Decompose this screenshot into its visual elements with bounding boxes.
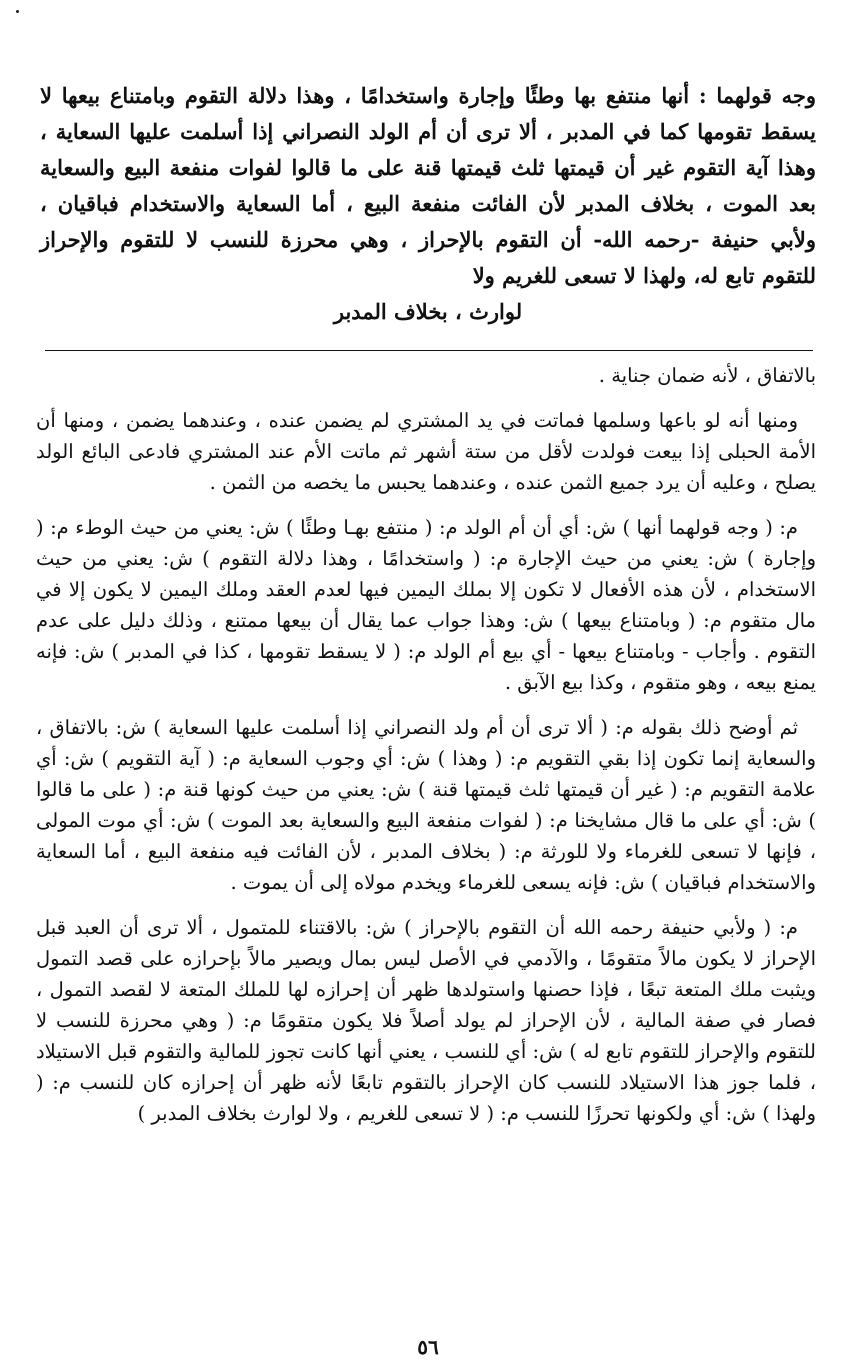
commentary-paragraph-2: ومنها أنه لو باعها وسلمها فماتت في يد المشتري لم يضمن عنده ، وعندهما يضمن ، ومنها أن الأمة الحبلى إذا بيعت فولدت لأقل من ستة أشهر ثم ماتت الأم عند المشتري فادعى البائع الولد يصلح ، وعليه أن يرد جميع الثمن عنده ، وعندهما يحبس ما يخصه من الثمن . [36,409,816,494]
commentary-paragraph-1: بالاتفاق ، لأنه ضمان جناية . [598,364,816,387]
commentary-paragraph-5: م: ( ولأبي حنيفة رحمه الله أن التقوم بالإحراز ) ش: بالاقتناء للمتمول ، ألا ترى أن العبد قبل الإحراز لا يكون مالاً متقومًا ، والآدمي في الأصل ليس بمال ويصير مالاً بإحرازه على قصد التمول ويثبت ملك المتعة تبعًا ، فإذا حصنها واستولدها ظهر أن إحرازه لها للملك المتعة لا لقصد التمول ، فصار في صفة المالية ، لأن الإحراز لم يولد أصلاً فلا يكون متقومًا م: ( وهي محرزة للنسب لا للتقوم والإحراز للتقوم تابع له ) ش: أي للنسب ، يعني أنها كانت تجوز للمالية والتقوم قبل الاستيلاد ، فلما جوز هذا الاستيلاد للنسب كان الإحراز بالتقوم تابعًا لأنه ظهر أن إحرازه كان للنسب م: ( ولهذا ) ش: أي ولكونها تحرزًا للنسب م: ( لا تسعى للغريم ، ولا لوارث بخلاف المدبر ) [36,916,816,1125]
section-divider [45,350,813,351]
main-text-tail: لوارث ، بخلاف المدبر [333,299,523,324]
commentary-paragraph-4: ثم أوضح ذلك بقوله م: ( ألا ترى أن أم ولد النصراني إذا أسلمت عليها السعاية ) ش: بالاتفاق ، والسعاية إنما تكون إذا بقي التقويم م: ( وهذا ) ش: أي وجوب السعاية م: ( آية التقويم ) ش: أي علامة التقويم م: ( غير أن قيمتها ثلث قيمتها قنة ) ش: يعني من حيث كونها قنة م: ( على ما قالوا ) ش: أي على ما قال مشايخنا م: ( لفوات منفعة البيع والسعاية بعد الموت ) ش: أي موت المولى ، فإنها لا تسعى للغرماء ولا للورثة م: ( بخلاف المدبر ، لأن الفائت فيه منفعة البيع ، أما السعاية والاستخدام فباقيان ) ش: فإنه يسعى للغرماء ويخدم مولاه إلى أن يموت . [36,716,816,894]
main-text-body: وجه قولهما : أنها منتفع بها وطئًا وإجارة واستخدامًا ، وهذا دلالة التقوم وبامتناع بيعها لا يسقط تقومها كما في المدبر ، ألا ترى أن أم الولد النصراني إذا أسلمت عليها السعاية ، وهذا آية التقوم غير أن قيمتها ثلث قيمتها قنة على ما قالوا لفوات منفعة البيع والسعاية بعد الموت ، بخلاف المدبر لأن الفائت منفعة البيع ، أما السعاية والاستخدام فباقيان ، ولأبي حنيفة -رحمه الله- أن التقوم بالإحراز ، وهي محرزة للنسب لا للتقوم والإحراز للتقوم تابع له، ولهذا لا تسعى للغريم ولا [40,83,817,288]
commentary-paragraph-3: م: ( وجه قولهما أنها ) ش: أي أن أم الولد م: ( منتفع بهـا وطئًا ) ش: يعني من حيث الوطء م: ( وإجارة ) ش: يعني من حيث الإجارة م: ( واستخدامًا ، وهذا دلالة التقوم ) ش: يعني من حيث الاستخدام ، لأن هذه الأفعال لا تكون إلا بملك اليمين فيها لعدم العقد وملك اليمين لا يكون إلا في مال متقوم م: ( وبامتناع بيعها ) ش: وهذا جواب عما يقال أن بيعها ممتنع ، وذلك دليل على عدم التقوم . وأجاب - وبامتناع بيعها - أي بيع أم الولد م: ( لا يسقط تقومها ، كذا في المدبر ) ش: فإنه يمنع بيعه ، وهو متقوم ، وكذا بيع الآبق . [36,516,816,694]
main-text-block [40,78,816,330]
commentary-block [36,360,816,1143]
corner-dot [16,10,19,13]
page-number: ٥٦ [417,1335,439,1359]
